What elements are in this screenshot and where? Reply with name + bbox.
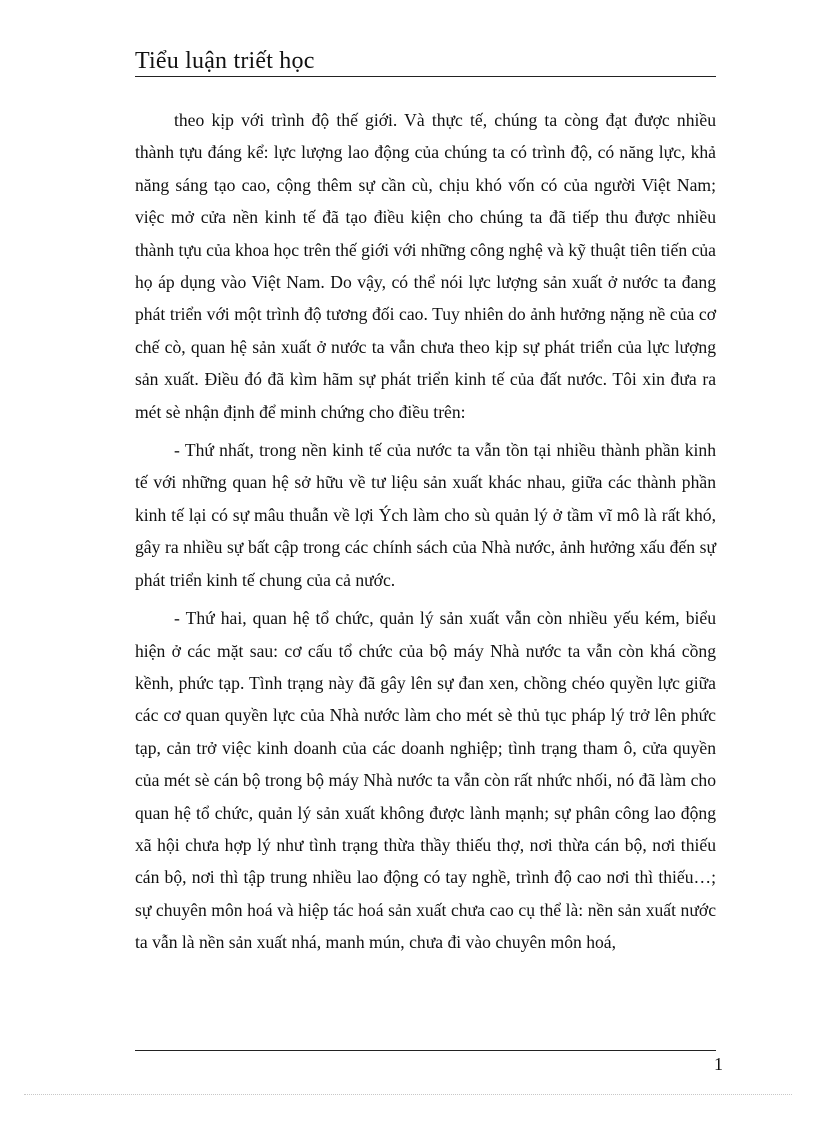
paragraph-3: - Thứ hai, quan hệ tổ chức, quản lý sản xuất vẫn còn nhiều yếu kém, biểu hiện ở các mặt sau: cơ cấu tổ chức của bộ máy Nhà nước ta vẫn còn khá cồng kềnh, phức tạp. Tình trạng này đã gây lên sự đan xen, chồng chéo quyền lực giữa các cơ quan quyền lực của Nhà nước làm cho mét sè thủ tục pháp lý trở lên phức tạp, cản trở việc kinh doanh của các doanh nghiệp; tình trạng tham ô, cửa quyền của mét sè cán bộ trong bộ máy Nhà nước ta vẫn còn rất nhức nhối, nó đã làm cho quan hệ tổ chức, quản lý sản xuất không được lành mạnh; sự phân công lao động xã hội chưa hợp lý như tình trạng thừa thầy thiếu thợ, nơi thừa cán bộ, nơi thiếu cán bộ, nơi thì tập trung nhiều lao động có tay nghề, trình độ cao nơi thì thiếu…; sự chuyên môn hoá và hiệp tác hoá sản xuất chưa cao cụ thể là: nền sản xuất nước ta vẫn là nền sản xuất nhá, manh mún, chưa đi vào chuyên môn hoá, <box>135 608 716 953</box>
body-text <box>135 104 716 959</box>
paragraph-2: - Thứ nhất, trong nền kinh tế của nước ta vẫn tồn tại nhiều thành phần kinh tế với những quan hệ sở hữu về tư liệu sản xuất khác nhau, giữa các thành phần kinh tế lại có sự mâu thuẫn về lợi Ých làm cho sù quản lý ở tầm vĩ mô là rất khó, gây ra nhiều sự bất cập trong các chính sách của Nhà nước, ảnh hưởng xấu đến sự phát triển kinh tế chung của cả nước. <box>135 440 716 590</box>
header-divider <box>135 76 716 77</box>
footer-divider <box>135 1050 716 1051</box>
paragraph-1: theo kịp với trình độ thế giới. Và thực tế, chúng ta còng đạt được nhiều thành tựu đáng kể: lực lượng lao động của chúng ta có trình độ, có năng lực, khả năng sáng tạo cao, cộng thêm sự cần cù, chịu khó vốn có của người Việt Nam; việc mở cửa nền kinh tế đã tạo điều kiện cho chúng ta đã tiếp thu được nhiều thành tựu của khoa học trên thế giới với những công nghệ và kỹ thuật tiên tiến của họ áp dụng vào Việt Nam. Do vậy, có thể nói lực lượng sản xuất ở nước ta đang phát triển với một trình độ tương đối cao. Tuy nhiên do ảnh hưởng nặng nề của cơ chế cò, quan hệ sản xuất ở nước ta vẫn chưa theo kịp sự phát triển của lực lượng sản xuất. Điều đó đã kìm hãm sự phát triển kinh tế của đất nước. Tôi xin đưa ra mét sè nhận định để minh chứng cho điều trên: <box>135 110 716 422</box>
page-number: 1 <box>714 1054 723 1074</box>
page-header-title: Tiểu luận triết học <box>135 48 315 74</box>
page-bottom-dotted-line <box>24 1094 792 1095</box>
